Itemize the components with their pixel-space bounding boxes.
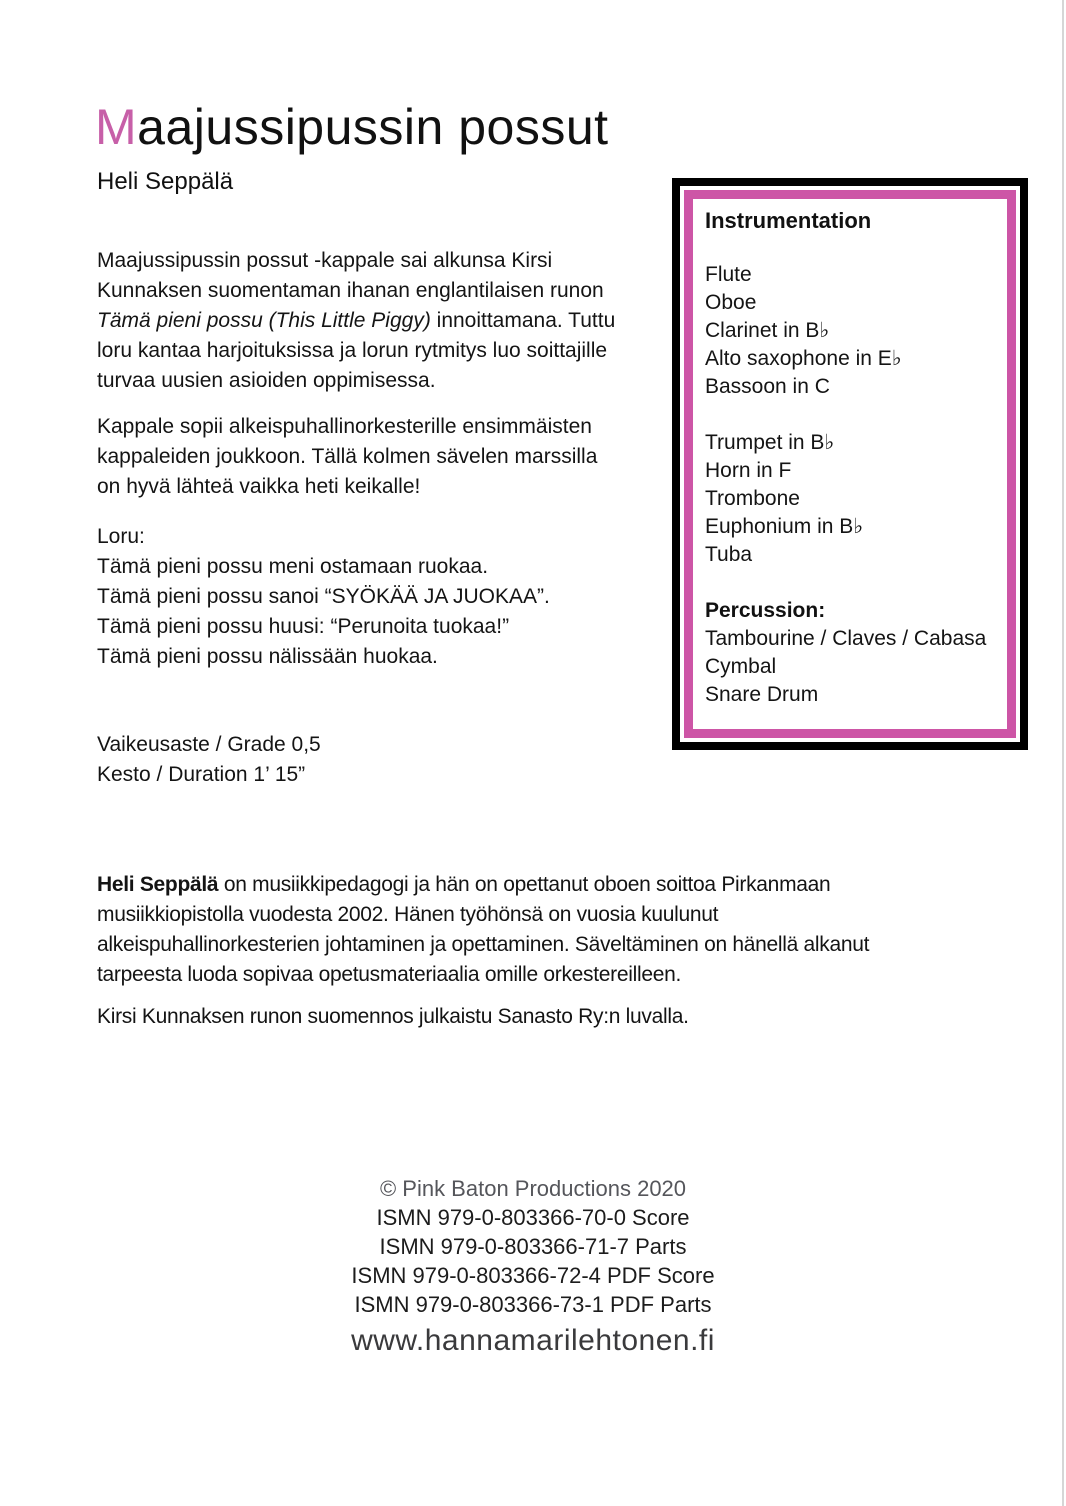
title-accent-letter: M	[95, 99, 138, 155]
publication-footer	[0, 1174, 1066, 1359]
instrument-item: Clarinet in B♭	[705, 319, 830, 342]
instrumentation-heading: Instrumentation	[705, 208, 872, 233]
title-rest: aajussipussin possut	[137, 99, 609, 155]
rhyme-section	[97, 522, 697, 672]
composer-bio	[97, 870, 997, 990]
instrument-item: Euphonium in B♭	[705, 515, 864, 538]
instrument-item: Oboe	[705, 291, 757, 314]
description-paragraph	[97, 412, 697, 502]
intro-line: Kunnaksen suomentaman ihanan englantilaisen runon	[97, 279, 604, 302]
grade-line: Vaikeusaste / Grade 0,5	[97, 733, 321, 756]
ismn-line: ISMN 979-0-803366-71-7 Parts	[379, 1234, 687, 1259]
intro-line: loru kantaa harjoituksissa ja lorun rytmitys luo soittajille	[97, 339, 608, 362]
instrument-item: Cymbal	[705, 655, 777, 678]
rhyme-line: Tämä pieni possu nälissään huokaa.	[97, 645, 438, 668]
intro-line	[97, 306, 697, 336]
rhyme-line: Tämä pieni possu meni ostamaan ruokaa.	[97, 555, 489, 578]
bio-line: musiikkiopistolla vuodesta 2002. Hänen työhönsä on vuosia kuulunut	[97, 903, 719, 926]
instrumentation-box	[672, 178, 1028, 750]
instrument-item: Bassoon in C	[705, 375, 830, 398]
bio-line	[97, 870, 997, 900]
website-url[interactable]: www.hannamarilehtonen.fi	[351, 1324, 715, 1357]
intro-line-rest: innoittamana. Tuttu	[430, 309, 616, 332]
grade-duration-info	[97, 730, 697, 790]
bio-line: tarpeesta luoda sopivaa opetusmateriaalia omille orkestereilleen.	[97, 963, 682, 986]
instrument-item: Tambourine / Claves / Cabasa	[705, 627, 987, 650]
rhyme-line: Tämä pieni possu sanoi “SYÖKÄÄ JA JUOKAA”.	[97, 585, 550, 608]
instrument-item: Trumpet in B♭	[705, 431, 835, 454]
rhyme-line: Tämä pieni possu huusi: “Perunoita tuokaa!”	[97, 615, 510, 638]
work-title-italic: Tämä pieni possu (This Little Piggy)	[97, 309, 431, 332]
instrument-item: Horn in F	[705, 459, 792, 482]
woodwind-list	[705, 261, 1001, 401]
instrument-item: Alto saxophone in E♭	[705, 347, 902, 370]
intro-paragraph	[97, 246, 697, 396]
description-line: on hyvä lähteä vaikka heti keikalle!	[97, 475, 421, 498]
instrument-item: Snare Drum	[705, 683, 819, 706]
instrumentation-box-inner	[684, 190, 1016, 738]
ismn-line: ISMN 979-0-803366-72-4 PDF Score	[351, 1263, 715, 1288]
intro-line: turvaa uusien asioiden oppimisessa.	[97, 369, 436, 392]
instrument-item: Flute	[705, 263, 752, 286]
author-name: Heli Seppälä	[97, 168, 234, 195]
rhyme-heading: Loru:	[97, 525, 145, 548]
bio-line: alkeispuhallinorkesterien johtaminen ja opettaminen. Säveltäminen on hänellä alkanut	[97, 933, 870, 956]
percussion-list	[705, 597, 1001, 709]
instrument-item: Trombone	[705, 487, 800, 510]
composer-name-bold: Heli Seppälä	[97, 873, 219, 896]
ismn-line: ISMN 979-0-803366-70-0 Score	[376, 1205, 690, 1230]
description-line: Kappale sopii alkeispuhallinorkesterille ensimmäisten	[97, 415, 592, 438]
credit-note: Kirsi Kunnaksen runon suomennos julkaistu Sanasto Ry:n luvalla.	[97, 1005, 689, 1028]
bio-line-rest: on musiikkipedagogi ja hän on opettanut oboen soittoa Pirkanmaan	[218, 873, 831, 896]
duration-line: Kesto / Duration 1’ 15”	[97, 763, 306, 786]
intro-line: Maajussipussin possut -kappale sai alkunsa Kirsi	[97, 249, 553, 272]
instrument-item: Tuba	[705, 543, 753, 566]
description-line: kappaleiden joukkoon. Tällä kolmen sävelen marssilla	[97, 445, 598, 468]
percussion-heading: Percussion:	[705, 599, 826, 622]
page-title	[95, 98, 609, 156]
brass-list	[705, 429, 1001, 569]
copyright-line: © Pink Baton Productions 2020	[379, 1176, 687, 1201]
ismn-line: ISMN 979-0-803366-73-1 PDF Parts	[354, 1292, 712, 1317]
